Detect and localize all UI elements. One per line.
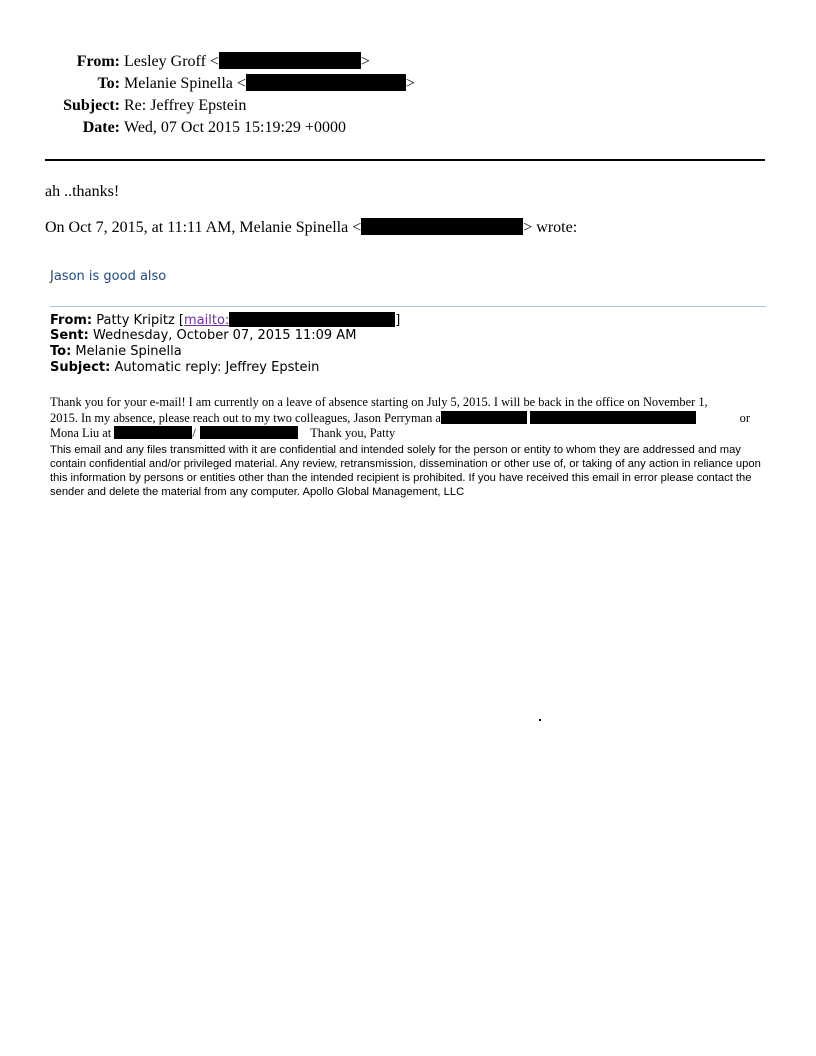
from-name: Lesley Groff < xyxy=(124,53,219,70)
redaction-box xyxy=(114,426,192,439)
quoted-subject-value: Automatic reply: Jeffrey Epstein xyxy=(114,360,320,375)
quoted-to-value: Melanie Spinella xyxy=(75,344,182,359)
redaction-box xyxy=(200,426,298,439)
legal-disclaimer: This email and any files transmitted with it are confidential and intended solely for the person or entity to whom they are addressed and may contain confidential and/or privileged material. Any review, retransmission, dissemination or other use of, or taking of any action in reliance upon this information by persons or entities other than the intended recipient is prohibited. If you have received this email in error please contact the sender and delete the material from any computer. Apollo Global Management, LLC xyxy=(50,444,761,498)
auto-reply-signoff: Thank you, Patty xyxy=(310,426,396,440)
to-value xyxy=(124,73,415,95)
to-name: Melanie Spinella < xyxy=(124,75,246,92)
quoted-from-value: Patty Kripitz [ xyxy=(96,313,184,328)
auto-reply-text: 2015. In my absence, please reach out to my two colleagues, Jason Perryman a xyxy=(50,410,441,425)
auto-reply-line xyxy=(50,411,766,427)
to-close: > xyxy=(405,75,415,92)
mailto-link[interactable]: mailto: xyxy=(184,313,230,328)
quote-intro-after: > wrote: xyxy=(523,219,578,236)
quoted-to-row xyxy=(50,344,182,360)
auto-reply-text: Mona Liu at xyxy=(50,426,112,440)
subject-value: Re: Jeffrey Epstein xyxy=(124,97,247,114)
auto-reply-sep: / xyxy=(192,426,196,440)
quoted-from-close: ] xyxy=(395,313,401,328)
quoted-sent-row xyxy=(50,328,356,344)
reply-text: ah ..thanks! xyxy=(45,183,120,200)
quoted-divider xyxy=(50,306,766,307)
quoted-to-label: To: xyxy=(50,344,72,359)
quote-intro-before: On Oct 7, 2015, at 11:11 AM, Melanie Spinella < xyxy=(45,219,362,236)
quoted-note: Jason is good also xyxy=(50,269,167,284)
from-label: From: xyxy=(76,53,120,70)
date-value: Wed, 07 Oct 2015 15:19:29 +0000 xyxy=(124,119,346,136)
from-close: > xyxy=(360,53,370,70)
quoted-subject-row xyxy=(50,360,319,376)
date-label: Date: xyxy=(82,119,120,136)
auto-reply-line xyxy=(50,426,766,442)
quoted-from-label: From: xyxy=(50,313,93,328)
auto-reply-body xyxy=(50,395,766,442)
redaction-box xyxy=(530,411,696,424)
redaction-box xyxy=(219,52,361,69)
auto-reply-line: Thank you for your e-mail! I am currently on a leave of absence starting on July 5, 2015. I will be back in the office on November 1, xyxy=(50,395,708,409)
quoted-subject-label: Subject: xyxy=(50,360,111,375)
quote-intro xyxy=(45,217,577,239)
header-divider xyxy=(45,159,765,161)
auto-reply-or: or xyxy=(739,410,750,425)
redaction-box xyxy=(441,411,527,424)
redaction-box xyxy=(229,312,395,327)
stray-mark xyxy=(539,719,541,721)
quoted-sent-value: Wednesday, October 07, 2015 11:09 AM xyxy=(93,328,357,343)
to-label: To: xyxy=(97,75,120,92)
subject-label: Subject: xyxy=(63,97,120,114)
redaction-box xyxy=(361,218,523,235)
from-value xyxy=(124,51,370,73)
quoted-from-row xyxy=(50,312,400,329)
redaction-box xyxy=(246,74,406,91)
quoted-sent-label: Sent: xyxy=(50,328,89,343)
